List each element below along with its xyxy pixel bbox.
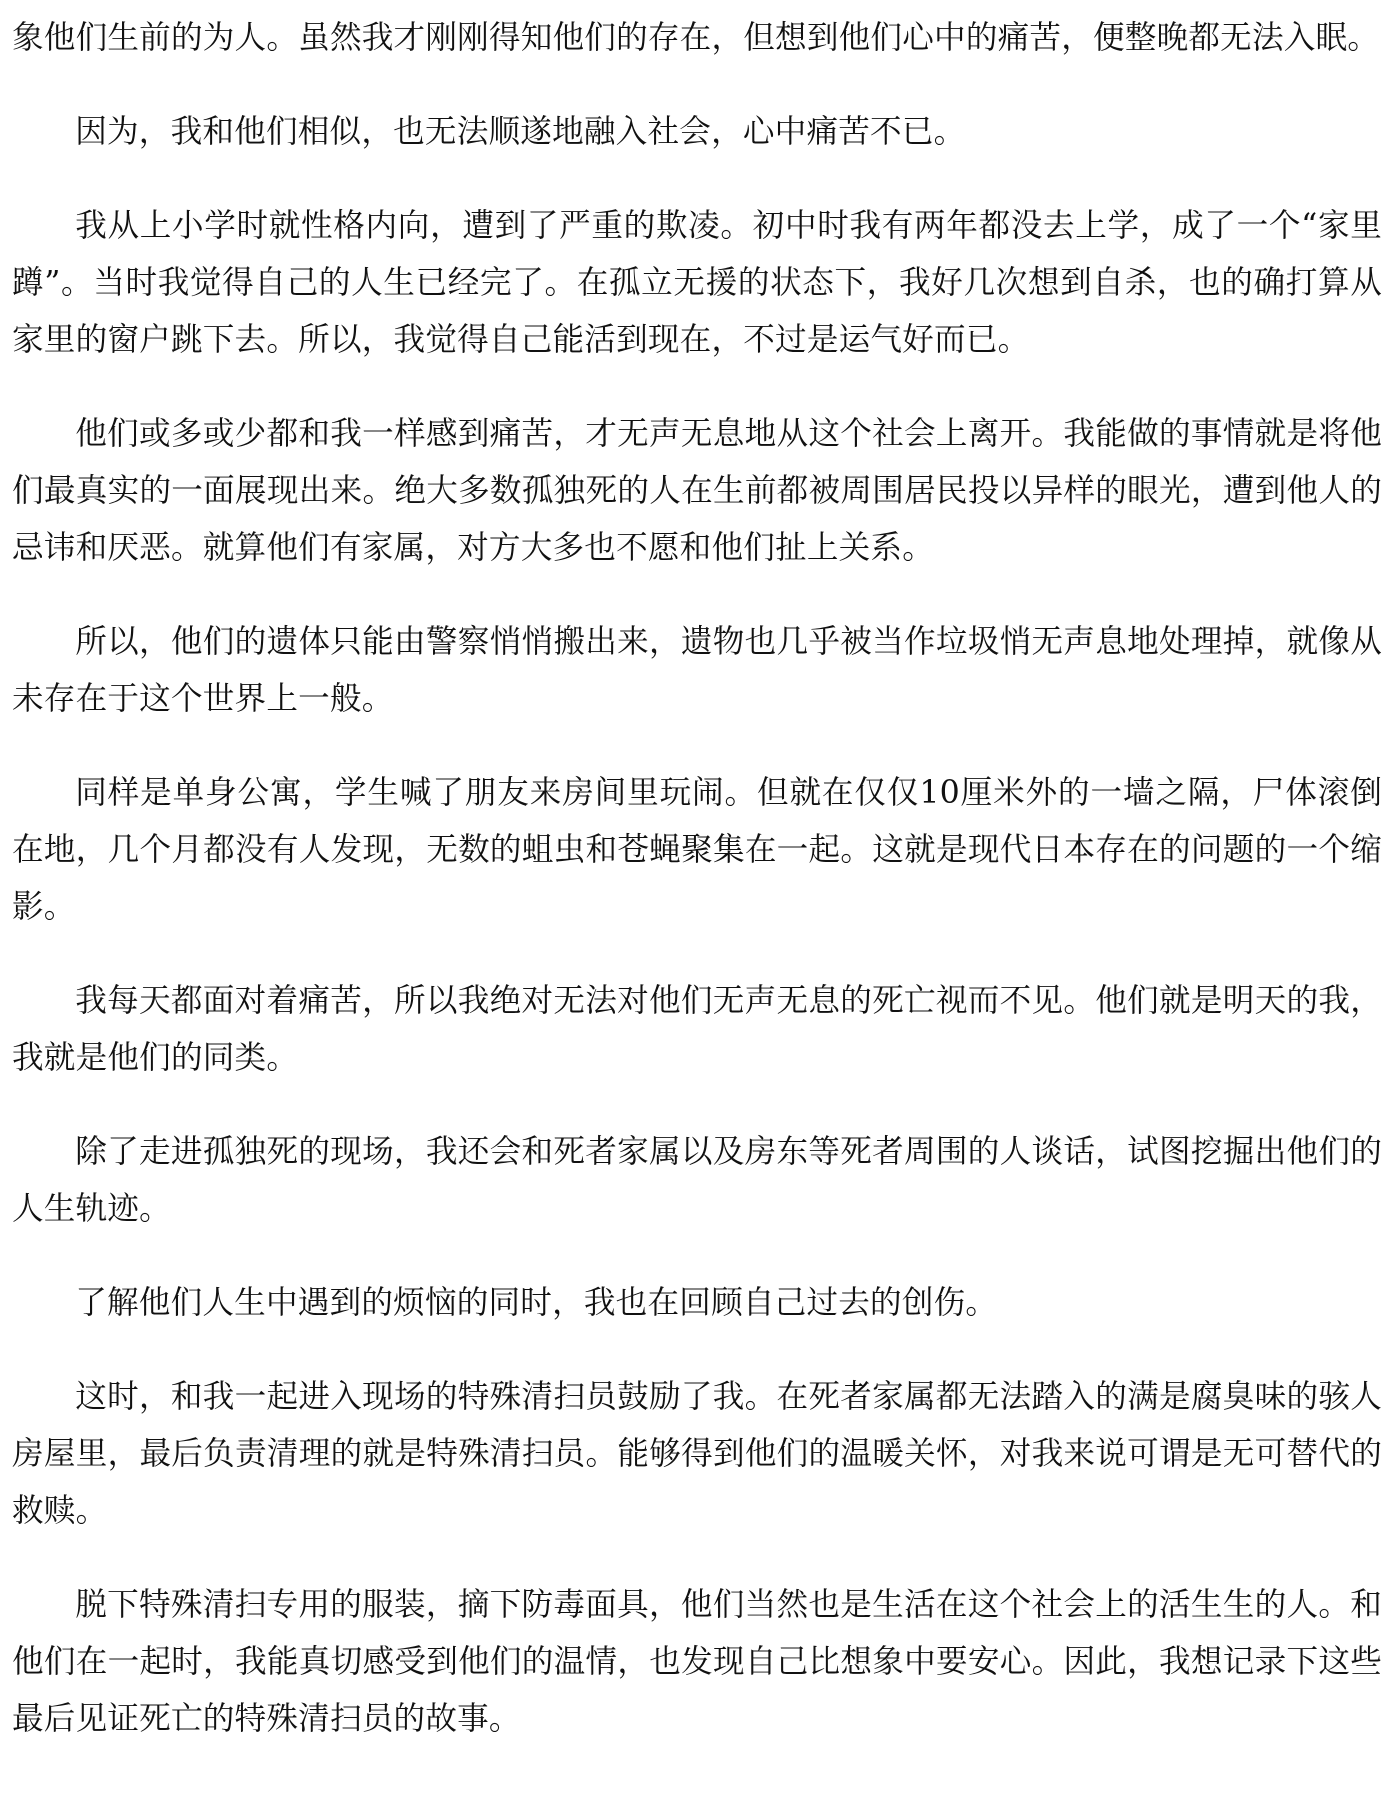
paragraph-3: 我从上小学时就性格内向，遭到了严重的欺凌。初中时我有两年都没去上学，成了一个“家里蹲”。当时我觉得自己的人生已经完了。在孤立无援的状态下，我好几次想到自杀，也的确打算从家里的窗户跳下去。所以，我觉得自己能活到现在，不过是运气好而已。 — [12, 208, 1382, 358]
document-page — [12, 10, 1382, 1785]
paragraph-4: 他们或多或少都和我一样感到痛苦，才无声无息地从这个社会上离开。我能做的事情就是将他们最真实的一面展现出来。绝大多数孤独死的人在生前都被周围居民投以异样的眼光，遭到他人的忌讳和厌恶。就算他们有家属，对方大多也不愿和他们扯上关系。 — [12, 416, 1382, 566]
paragraph-6: 同样是单身公寓，学生喊了朋友来房间里玩闹。但就在仅仅10厘米外的一墙之隔，尸体滚倒在地，几个月都没有人发现，无数的蛆虫和苍蝇聚集在一起。这就是现代日本存在的问题的一个缩影。 — [12, 775, 1382, 925]
paragraph-5: 所以，他们的遗体只能由警察悄悄搬出来，遗物也几乎被当作垃圾悄无声息地处理掉，就像从未存在于这个世界上一般。 — [12, 624, 1382, 717]
paragraph-2: 因为，我和他们相似，也无法顺遂地融入社会，心中痛苦不已。 — [75, 114, 966, 150]
paragraph-9: 了解他们人生中遇到的烦恼的同时，我也在回顾自己过去的创伤。 — [75, 1285, 998, 1321]
paragraph-10: 这时，和我一起进入现场的特殊清扫员鼓励了我。在死者家属都无法踏入的满是腐臭味的骇人房屋里，最后负责清理的就是特殊清扫员。能够得到他们的温暖关怀，对我来说可谓是无可替代的救赎。 — [12, 1379, 1382, 1529]
paragraph-11: 脱下特殊清扫专用的服装，摘下防毒面具，他们当然也是生活在这个社会上的活生生的人。和他们在一起时，我能真切感受到他们的温情，也发现自己比想象中要安心。因此，我想记录下这些最后见证死亡的特殊清扫员的故事。 — [12, 1587, 1382, 1737]
paragraph-1: 象他们生前的为人。虽然我才刚刚得知他们的存在，但想到他们心中的痛苦，便整晚都无法入眠。 — [12, 20, 1380, 56]
paragraph-7: 我每天都面对着痛苦，所以我绝对无法对他们无声无息的死亡视而不见。他们就是明天的我，我就是他们的同类。 — [12, 983, 1382, 1076]
paragraph-8: 除了走进孤独死的现场，我还会和死者家属以及房东等死者周围的人谈话，试图挖掘出他们的人生轨迹。 — [12, 1134, 1382, 1227]
